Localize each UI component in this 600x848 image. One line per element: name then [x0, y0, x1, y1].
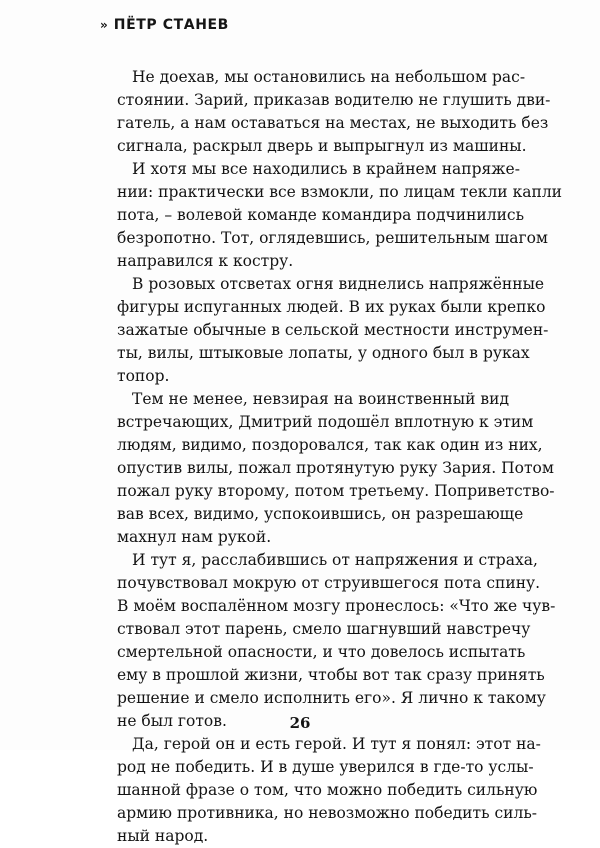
text-line: зажатые обычные в сельской местности инструмен- [117, 321, 549, 339]
text-line: людям, видимо, поздоровался, так как один из них, [117, 436, 543, 454]
text-line: встречающих, Дмитрий подошёл вплотную к этим [117, 413, 534, 431]
text-line: Тем не менее, невзирая на воинственный вид [132, 390, 509, 408]
text-line: пота, – волевой команде командира подчинились [117, 206, 525, 224]
text-line: пожал руку второму, потом третьему. Поприветство- [117, 482, 555, 500]
text-line: Да, герой он и есть герой. И тут я понял: этот на- [132, 735, 541, 753]
text-line: ный народ. [117, 827, 209, 845]
text-line: опустив вилы, пожал протянутую руку Зария. Потом [117, 459, 554, 477]
text-line: И тут я, расслабившись от напряжения и страха, [132, 551, 538, 569]
author-name: ПЁТР СТАНЕВ [113, 17, 229, 33]
text-line: махнул нам рукой. [117, 528, 272, 546]
page-number: 26 [289, 714, 311, 732]
text-line: направился к костру. [117, 252, 294, 270]
text-line: Не доехав, мы остановились на небольшом рас- [132, 68, 526, 86]
text-line: нии: практически все взмокли, по лицам текли капли [117, 183, 563, 201]
text-line: не был готов. [117, 712, 227, 730]
running-head [100, 17, 229, 33]
text-line: решение и смело исполнить его». Я лично к такому [117, 689, 546, 707]
text-line: ему в прошлой жизни, чтобы вот так сразу принять [117, 666, 545, 684]
text-line: стоянии. Зарий, приказав водителю не глушить дви- [117, 91, 551, 109]
chevron-marker-icon: » [100, 18, 106, 32]
text-line: сигнала, раскрыл дверь и выпрыгнул из машины. [117, 137, 527, 155]
text-line: фигуры испуганных людей. В их руках были крепко [117, 298, 546, 316]
text-line: шанной фразе о том, что можно победить сильную [117, 781, 538, 799]
text-line: В розовых отсветах огня виднелись напряжённые [132, 275, 545, 293]
text-line: ствовал этот парень, смело шагнувший навстречу [117, 620, 531, 638]
text-line: безропотно. Тот, оглядевшись, решительным шагом [117, 229, 548, 247]
text-line: ты, вилы, штыковые лопаты, у одного был в руках [117, 344, 530, 362]
text-line: род не победить. И в душе уверился в где-то услы- [117, 758, 534, 776]
text-line: гатель, а нам оставаться на местах, не выходить без [117, 114, 549, 132]
text-line: армию противника, но невозможно победить силь- [117, 804, 537, 822]
text-line: смертельной опасности, и что довелось испытать [117, 643, 526, 661]
text-line: почувствовал мокрую от струившегося пота спину. [117, 574, 541, 592]
text-line: В моём воспалённом мозгу пронеслось: «Что же чув- [117, 597, 556, 615]
text-line: вав всех, видимо, успокоившись, он разрешающе [117, 505, 524, 523]
text-line: топор. [117, 367, 170, 385]
text-line: И хотя мы все находились в крайнем напряже- [132, 160, 520, 178]
